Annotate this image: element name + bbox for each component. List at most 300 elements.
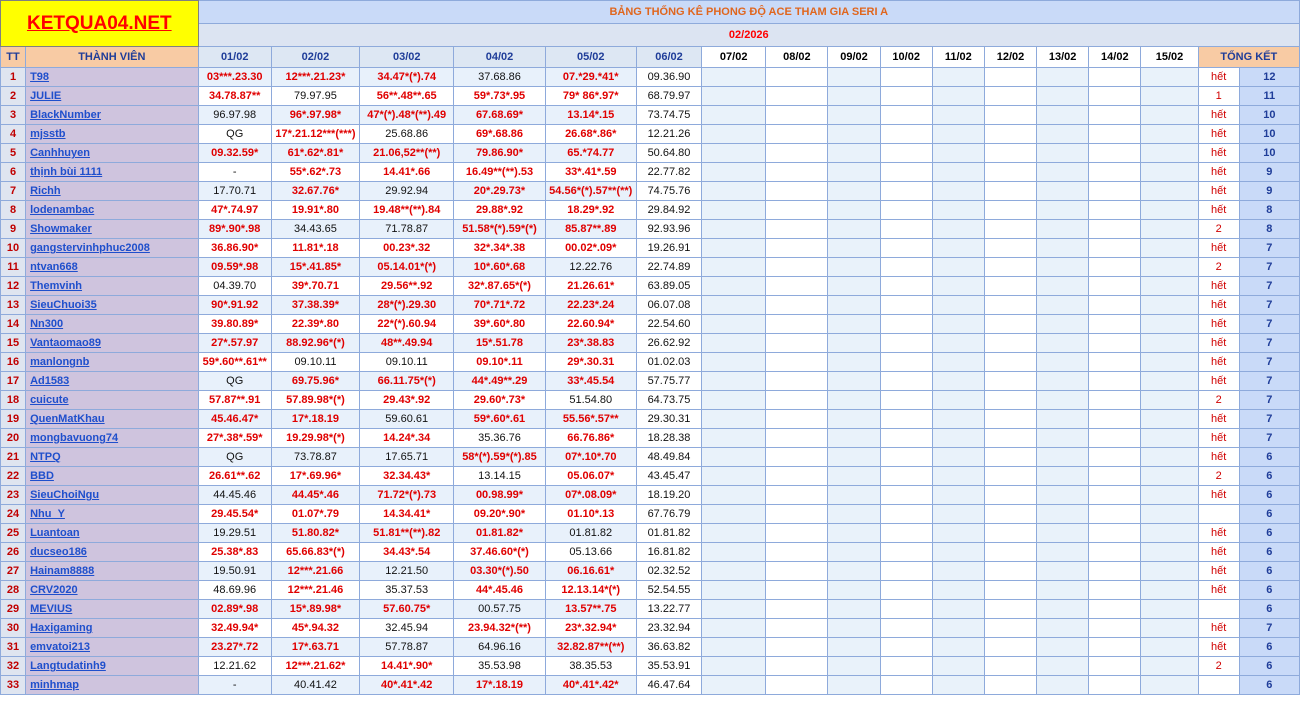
day-result-cell[interactable]: 32.82.87**(**) <box>545 638 636 657</box>
empty-day-cell[interactable] <box>828 277 880 296</box>
day-result-cell[interactable]: 14.41*.66 <box>360 163 454 182</box>
row-number[interactable]: 24 <box>1 505 26 524</box>
day-result-cell[interactable]: 34.43.65 <box>271 220 359 239</box>
empty-day-cell[interactable] <box>1089 581 1141 600</box>
empty-day-cell[interactable] <box>1089 258 1141 277</box>
empty-day-cell[interactable] <box>766 353 828 372</box>
empty-day-cell[interactable] <box>880 68 932 87</box>
day-result-cell[interactable]: 73.78.87 <box>271 448 359 467</box>
empty-day-cell[interactable] <box>932 125 984 144</box>
day-result-cell[interactable]: 35.37.53 <box>360 581 454 600</box>
empty-day-cell[interactable] <box>766 315 828 334</box>
day-result-cell[interactable]: 29.88*.92 <box>454 201 545 220</box>
empty-day-cell[interactable] <box>1037 657 1089 676</box>
empty-day-cell[interactable] <box>984 543 1036 562</box>
empty-day-cell[interactable] <box>828 619 880 638</box>
day-result-cell[interactable]: 35.36.76 <box>454 429 545 448</box>
day-result-cell[interactable]: 65.66.83*(*) <box>271 543 359 562</box>
day-result-cell[interactable]: 36.63.82 <box>636 638 701 657</box>
empty-day-cell[interactable] <box>1089 87 1141 106</box>
header-date[interactable]: 02/02 <box>271 47 359 68</box>
day-result-cell[interactable]: 01.02.03 <box>636 353 701 372</box>
status-cell[interactable]: hết <box>1198 524 1239 543</box>
empty-day-cell[interactable] <box>1089 391 1141 410</box>
row-number[interactable]: 21 <box>1 448 26 467</box>
total-cell[interactable]: 7 <box>1239 315 1299 334</box>
day-result-cell[interactable]: 01.81.82* <box>454 524 545 543</box>
empty-day-cell[interactable] <box>766 334 828 353</box>
day-result-cell[interactable]: 33*.45.54 <box>545 372 636 391</box>
total-cell[interactable]: 7 <box>1239 429 1299 448</box>
day-result-cell[interactable]: 09.32.59* <box>198 144 271 163</box>
empty-day-cell[interactable] <box>1141 676 1198 695</box>
empty-day-cell[interactable] <box>766 220 828 239</box>
empty-day-cell[interactable] <box>880 334 932 353</box>
empty-day-cell[interactable] <box>1037 87 1089 106</box>
day-result-cell[interactable]: 19.29.51 <box>198 524 271 543</box>
day-result-cell[interactable]: 32.34.43* <box>360 467 454 486</box>
total-cell[interactable]: 10 <box>1239 125 1299 144</box>
day-result-cell[interactable]: 51.58*(*).59*(*) <box>454 220 545 239</box>
day-result-cell[interactable]: 40.41.42 <box>271 676 359 695</box>
day-result-cell[interactable]: 89*.90*.98 <box>198 220 271 239</box>
day-result-cell[interactable]: 12.21.26 <box>636 125 701 144</box>
row-number[interactable]: 7 <box>1 182 26 201</box>
day-result-cell[interactable]: 63.89.05 <box>636 277 701 296</box>
empty-day-cell[interactable] <box>702 372 766 391</box>
day-result-cell[interactable]: 39*.70.71 <box>271 277 359 296</box>
empty-day-cell[interactable] <box>766 372 828 391</box>
status-cell[interactable]: hết <box>1198 429 1239 448</box>
day-result-cell[interactable]: 04.39.70 <box>198 277 271 296</box>
day-result-cell[interactable]: 50.64.80 <box>636 144 701 163</box>
day-result-cell[interactable]: 54.56*(*).57**(**) <box>545 182 636 201</box>
status-cell[interactable]: hết <box>1198 106 1239 125</box>
row-number[interactable]: 8 <box>1 201 26 220</box>
member-name-link[interactable]: Showmaker <box>26 220 199 239</box>
day-result-cell[interactable]: 66.76.86* <box>545 429 636 448</box>
day-result-cell[interactable]: 29.60*.73* <box>454 391 545 410</box>
empty-day-cell[interactable] <box>1037 201 1089 220</box>
day-result-cell[interactable]: 29.92.94 <box>360 182 454 201</box>
total-cell[interactable]: 10 <box>1239 106 1299 125</box>
empty-day-cell[interactable] <box>932 277 984 296</box>
empty-day-cell[interactable] <box>1089 296 1141 315</box>
day-result-cell[interactable]: 88.92.96*(*) <box>271 334 359 353</box>
day-result-cell[interactable]: 44*.49**.29 <box>454 372 545 391</box>
day-result-cell[interactable]: 32.67.76* <box>271 182 359 201</box>
member-name-link[interactable]: minhmap <box>26 676 199 695</box>
empty-day-cell[interactable] <box>1089 543 1141 562</box>
empty-day-cell[interactable] <box>880 429 932 448</box>
empty-day-cell[interactable] <box>702 220 766 239</box>
empty-day-cell[interactable] <box>702 676 766 695</box>
day-result-cell[interactable]: 48.49.84 <box>636 448 701 467</box>
empty-day-cell[interactable] <box>1141 296 1198 315</box>
member-name-link[interactable]: Luantoan <box>26 524 199 543</box>
day-result-cell[interactable]: 79.86.90* <box>454 144 545 163</box>
member-name-link[interactable]: SieuChoiNgu <box>26 486 199 505</box>
empty-day-cell[interactable] <box>880 144 932 163</box>
empty-day-cell[interactable] <box>766 410 828 429</box>
status-cell[interactable]: 2 <box>1198 467 1239 486</box>
empty-day-cell[interactable] <box>984 410 1036 429</box>
empty-day-cell[interactable] <box>766 467 828 486</box>
empty-day-cell[interactable] <box>766 448 828 467</box>
day-result-cell[interactable]: 13.57**.75 <box>545 600 636 619</box>
empty-day-cell[interactable] <box>984 429 1036 448</box>
day-result-cell[interactable]: 17*.21.12***(***) <box>271 125 359 144</box>
empty-day-cell[interactable] <box>984 353 1036 372</box>
day-result-cell[interactable]: 34.43*.54 <box>360 543 454 562</box>
empty-day-cell[interactable] <box>702 638 766 657</box>
empty-day-cell[interactable] <box>1141 334 1198 353</box>
row-number[interactable]: 17 <box>1 372 26 391</box>
status-cell[interactable] <box>1198 505 1239 524</box>
member-name-link[interactable]: QuenMatKhau <box>26 410 199 429</box>
member-name-link[interactable]: gangstervinhphuc2008 <box>26 239 199 258</box>
empty-day-cell[interactable] <box>766 296 828 315</box>
status-cell[interactable]: hết <box>1198 144 1239 163</box>
header-date[interactable]: 14/02 <box>1089 47 1141 68</box>
empty-day-cell[interactable] <box>932 429 984 448</box>
empty-day-cell[interactable] <box>1141 68 1198 87</box>
row-number[interactable]: 13 <box>1 296 26 315</box>
day-result-cell[interactable]: 12***.21.46 <box>271 581 359 600</box>
day-result-cell[interactable]: 48.69.96 <box>198 581 271 600</box>
empty-day-cell[interactable] <box>932 467 984 486</box>
empty-day-cell[interactable] <box>984 524 1036 543</box>
empty-day-cell[interactable] <box>828 87 880 106</box>
day-result-cell[interactable]: 55*.62*.73 <box>271 163 359 182</box>
empty-day-cell[interactable] <box>984 619 1036 638</box>
row-number[interactable]: 18 <box>1 391 26 410</box>
empty-day-cell[interactable] <box>828 68 880 87</box>
empty-day-cell[interactable] <box>1141 239 1198 258</box>
day-result-cell[interactable]: 15*.51.78 <box>454 334 545 353</box>
empty-day-cell[interactable] <box>828 562 880 581</box>
empty-day-cell[interactable] <box>1141 144 1198 163</box>
empty-day-cell[interactable] <box>828 372 880 391</box>
empty-day-cell[interactable] <box>932 201 984 220</box>
empty-day-cell[interactable] <box>702 277 766 296</box>
empty-day-cell[interactable] <box>766 676 828 695</box>
empty-day-cell[interactable] <box>1037 296 1089 315</box>
empty-day-cell[interactable] <box>984 391 1036 410</box>
day-result-cell[interactable]: 15*.89.98* <box>271 600 359 619</box>
day-result-cell[interactable]: 33*.41*.59 <box>545 163 636 182</box>
row-number[interactable]: 5 <box>1 144 26 163</box>
empty-day-cell[interactable] <box>880 410 932 429</box>
empty-day-cell[interactable] <box>984 296 1036 315</box>
day-result-cell[interactable]: 46.47.64 <box>636 676 701 695</box>
day-result-cell[interactable]: 29.84.92 <box>636 201 701 220</box>
empty-day-cell[interactable] <box>932 372 984 391</box>
day-result-cell[interactable]: 61*.62*.81* <box>271 144 359 163</box>
empty-day-cell[interactable] <box>880 562 932 581</box>
empty-day-cell[interactable] <box>880 201 932 220</box>
day-result-cell[interactable]: 67.76.79 <box>636 505 701 524</box>
member-name-link[interactable]: NTPQ <box>26 448 199 467</box>
header-date[interactable]: 03/02 <box>360 47 454 68</box>
day-result-cell[interactable]: 29.43*.92 <box>360 391 454 410</box>
member-name-link[interactable]: Nhu_Y <box>26 505 199 524</box>
header-member[interactable]: THÀNH VIÊN <box>26 47 199 68</box>
day-result-cell[interactable]: 12***.21.62* <box>271 657 359 676</box>
day-result-cell[interactable]: 23.27*.72 <box>198 638 271 657</box>
total-cell[interactable]: 11 <box>1239 87 1299 106</box>
empty-day-cell[interactable] <box>932 581 984 600</box>
member-name-link[interactable]: emvatoi213 <box>26 638 199 657</box>
member-name-link[interactable]: Hainam8888 <box>26 562 199 581</box>
day-result-cell[interactable]: 05.06.07* <box>545 467 636 486</box>
empty-day-cell[interactable] <box>880 277 932 296</box>
header-date[interactable]: 04/02 <box>454 47 545 68</box>
empty-day-cell[interactable] <box>1089 201 1141 220</box>
day-result-cell[interactable]: 85.87**.89 <box>545 220 636 239</box>
empty-day-cell[interactable] <box>766 239 828 258</box>
empty-day-cell[interactable] <box>880 296 932 315</box>
empty-day-cell[interactable] <box>702 125 766 144</box>
empty-day-cell[interactable] <box>880 315 932 334</box>
day-result-cell[interactable]: 66.11.75*(*) <box>360 372 454 391</box>
empty-day-cell[interactable] <box>1037 239 1089 258</box>
empty-day-cell[interactable] <box>932 353 984 372</box>
empty-day-cell[interactable] <box>702 429 766 448</box>
day-result-cell[interactable]: 69*.68.86 <box>454 125 545 144</box>
status-cell[interactable]: hết <box>1198 581 1239 600</box>
empty-day-cell[interactable] <box>1141 353 1198 372</box>
empty-day-cell[interactable] <box>1141 201 1198 220</box>
row-number[interactable]: 32 <box>1 657 26 676</box>
day-result-cell[interactable]: 58*(*).59*(*).85 <box>454 448 545 467</box>
status-cell[interactable]: 2 <box>1198 258 1239 277</box>
day-result-cell[interactable]: 32*.87.65*(*) <box>454 277 545 296</box>
empty-day-cell[interactable] <box>1037 391 1089 410</box>
row-number[interactable]: 3 <box>1 106 26 125</box>
day-result-cell[interactable]: 44.45.46 <box>198 486 271 505</box>
status-cell[interactable]: hết <box>1198 372 1239 391</box>
empty-day-cell[interactable] <box>880 163 932 182</box>
day-result-cell[interactable]: 14.24*.34 <box>360 429 454 448</box>
total-cell[interactable]: 7 <box>1239 391 1299 410</box>
total-cell[interactable]: 6 <box>1239 467 1299 486</box>
empty-day-cell[interactable] <box>766 182 828 201</box>
day-result-cell[interactable]: 26.62.92 <box>636 334 701 353</box>
empty-day-cell[interactable] <box>1089 638 1141 657</box>
empty-day-cell[interactable] <box>880 106 932 125</box>
day-result-cell[interactable]: 09.59*.98 <box>198 258 271 277</box>
empty-day-cell[interactable] <box>984 467 1036 486</box>
empty-day-cell[interactable] <box>702 163 766 182</box>
empty-day-cell[interactable] <box>702 239 766 258</box>
day-result-cell[interactable]: 40*.41*.42* <box>545 676 636 695</box>
empty-day-cell[interactable] <box>1089 68 1141 87</box>
total-cell[interactable]: 7 <box>1239 619 1299 638</box>
empty-day-cell[interactable] <box>880 467 932 486</box>
member-name-link[interactable]: BBD <box>26 467 199 486</box>
day-result-cell[interactable]: 26.68*.86* <box>545 125 636 144</box>
row-number[interactable]: 28 <box>1 581 26 600</box>
total-cell[interactable]: 9 <box>1239 163 1299 182</box>
total-cell[interactable]: 6 <box>1239 448 1299 467</box>
day-result-cell[interactable]: 07*.10*.70 <box>545 448 636 467</box>
empty-day-cell[interactable] <box>1141 277 1198 296</box>
empty-day-cell[interactable] <box>702 334 766 353</box>
empty-day-cell[interactable] <box>932 106 984 125</box>
status-cell[interactable] <box>1198 600 1239 619</box>
day-result-cell[interactable]: 45.46.47* <box>198 410 271 429</box>
row-number[interactable]: 14 <box>1 315 26 334</box>
status-cell[interactable]: hết <box>1198 182 1239 201</box>
empty-day-cell[interactable] <box>766 277 828 296</box>
total-cell[interactable]: 7 <box>1239 239 1299 258</box>
day-result-cell[interactable]: 00.98.99* <box>454 486 545 505</box>
empty-day-cell[interactable] <box>880 258 932 277</box>
empty-day-cell[interactable] <box>702 486 766 505</box>
empty-day-cell[interactable] <box>932 562 984 581</box>
empty-day-cell[interactable] <box>1141 467 1198 486</box>
empty-day-cell[interactable] <box>1037 581 1089 600</box>
member-name-link[interactable]: MEVIUS <box>26 600 199 619</box>
day-result-cell[interactable]: 06.07.08 <box>636 296 701 315</box>
day-result-cell[interactable]: 59*.60**.61** <box>198 353 271 372</box>
empty-day-cell[interactable] <box>1089 163 1141 182</box>
day-result-cell[interactable]: 71.72*(*).73 <box>360 486 454 505</box>
day-result-cell[interactable]: 11.81*.18 <box>271 239 359 258</box>
member-name-link[interactable]: CRV2020 <box>26 581 199 600</box>
member-name-link[interactable]: mjsstb <box>26 125 199 144</box>
day-result-cell[interactable]: 12***.21.66 <box>271 562 359 581</box>
empty-day-cell[interactable] <box>984 581 1036 600</box>
empty-day-cell[interactable] <box>932 391 984 410</box>
member-name-link[interactable]: cuicute <box>26 391 199 410</box>
empty-day-cell[interactable] <box>1089 239 1141 258</box>
total-cell[interactable]: 6 <box>1239 657 1299 676</box>
empty-day-cell[interactable] <box>932 334 984 353</box>
status-cell[interactable]: hết <box>1198 239 1239 258</box>
day-result-cell[interactable]: 13.14*.15 <box>545 106 636 125</box>
empty-day-cell[interactable] <box>1141 657 1198 676</box>
empty-day-cell[interactable] <box>984 87 1036 106</box>
empty-day-cell[interactable] <box>932 524 984 543</box>
status-cell[interactable]: hết <box>1198 353 1239 372</box>
empty-day-cell[interactable] <box>984 372 1036 391</box>
empty-day-cell[interactable] <box>1089 486 1141 505</box>
member-name-link[interactable]: manlongnb <box>26 353 199 372</box>
empty-day-cell[interactable] <box>1037 524 1089 543</box>
day-result-cell[interactable]: 14.34.41* <box>360 505 454 524</box>
empty-day-cell[interactable] <box>766 543 828 562</box>
day-result-cell[interactable]: QG <box>198 372 271 391</box>
member-name-link[interactable]: JULIE <box>26 87 199 106</box>
empty-day-cell[interactable] <box>1089 600 1141 619</box>
empty-day-cell[interactable] <box>1141 410 1198 429</box>
member-name-link[interactable]: ducseo186 <box>26 543 199 562</box>
day-result-cell[interactable]: 57.87**.91 <box>198 391 271 410</box>
total-cell[interactable]: 7 <box>1239 258 1299 277</box>
day-result-cell[interactable]: 17*.63.71 <box>271 638 359 657</box>
empty-day-cell[interactable] <box>1141 505 1198 524</box>
empty-day-cell[interactable] <box>702 106 766 125</box>
total-cell[interactable]: 7 <box>1239 296 1299 315</box>
day-result-cell[interactable]: 59*.60*.61 <box>454 410 545 429</box>
empty-day-cell[interactable] <box>1037 144 1089 163</box>
header-date[interactable]: 11/02 <box>932 47 984 68</box>
day-result-cell[interactable]: 37.68.86 <box>454 68 545 87</box>
total-cell[interactable]: 6 <box>1239 638 1299 657</box>
status-cell[interactable]: hết <box>1198 410 1239 429</box>
empty-day-cell[interactable] <box>702 391 766 410</box>
empty-day-cell[interactable] <box>766 125 828 144</box>
day-result-cell[interactable]: 02.89*.98 <box>198 600 271 619</box>
total-cell[interactable]: 6 <box>1239 600 1299 619</box>
day-result-cell[interactable]: 16.81.82 <box>636 543 701 562</box>
member-name-link[interactable]: mongbavuong74 <box>26 429 199 448</box>
empty-day-cell[interactable] <box>828 486 880 505</box>
empty-day-cell[interactable] <box>932 543 984 562</box>
empty-day-cell[interactable] <box>702 619 766 638</box>
empty-day-cell[interactable] <box>828 239 880 258</box>
empty-day-cell[interactable] <box>702 296 766 315</box>
empty-day-cell[interactable] <box>702 505 766 524</box>
empty-day-cell[interactable] <box>1141 182 1198 201</box>
day-result-cell[interactable]: 23*.32.94* <box>545 619 636 638</box>
empty-day-cell[interactable] <box>1037 125 1089 144</box>
empty-day-cell[interactable] <box>766 163 828 182</box>
member-name-link[interactable]: Canhhuyen <box>26 144 199 163</box>
empty-day-cell[interactable] <box>702 68 766 87</box>
day-result-cell[interactable]: 36.86.90* <box>198 239 271 258</box>
empty-day-cell[interactable] <box>984 220 1036 239</box>
row-number[interactable]: 15 <box>1 334 26 353</box>
status-cell[interactable]: hết <box>1198 315 1239 334</box>
day-result-cell[interactable]: 09.10.11 <box>271 353 359 372</box>
empty-day-cell[interactable] <box>984 334 1036 353</box>
header-date[interactable]: 05/02 <box>545 47 636 68</box>
day-result-cell[interactable]: 20*.29.73* <box>454 182 545 201</box>
empty-day-cell[interactable] <box>984 315 1036 334</box>
empty-day-cell[interactable] <box>932 486 984 505</box>
status-cell[interactable]: 1 <box>1198 87 1239 106</box>
day-result-cell[interactable]: 12.21.50 <box>360 562 454 581</box>
day-result-cell[interactable]: 28*(*).29.30 <box>360 296 454 315</box>
row-number[interactable]: 26 <box>1 543 26 562</box>
total-cell[interactable]: 6 <box>1239 676 1299 695</box>
empty-day-cell[interactable] <box>766 619 828 638</box>
day-result-cell[interactable]: 40*.41*.42 <box>360 676 454 695</box>
day-result-cell[interactable]: 03.30*(*).50 <box>454 562 545 581</box>
day-result-cell[interactable]: 92.93.96 <box>636 220 701 239</box>
empty-day-cell[interactable] <box>702 87 766 106</box>
status-cell[interactable]: 2 <box>1198 657 1239 676</box>
status-cell[interactable] <box>1198 676 1239 695</box>
empty-day-cell[interactable] <box>1089 410 1141 429</box>
empty-day-cell[interactable] <box>932 144 984 163</box>
empty-day-cell[interactable] <box>766 638 828 657</box>
empty-day-cell[interactable] <box>828 638 880 657</box>
day-result-cell[interactable]: 22.39*.80 <box>271 315 359 334</box>
empty-day-cell[interactable] <box>932 657 984 676</box>
day-result-cell[interactable]: 64.96.16 <box>454 638 545 657</box>
empty-day-cell[interactable] <box>1037 486 1089 505</box>
day-result-cell[interactable]: 05.14.01*(*) <box>360 258 454 277</box>
day-result-cell[interactable]: - <box>198 163 271 182</box>
empty-day-cell[interactable] <box>880 581 932 600</box>
status-cell[interactable]: hết <box>1198 163 1239 182</box>
day-result-cell[interactable]: 25.38*.83 <box>198 543 271 562</box>
empty-day-cell[interactable] <box>1037 372 1089 391</box>
